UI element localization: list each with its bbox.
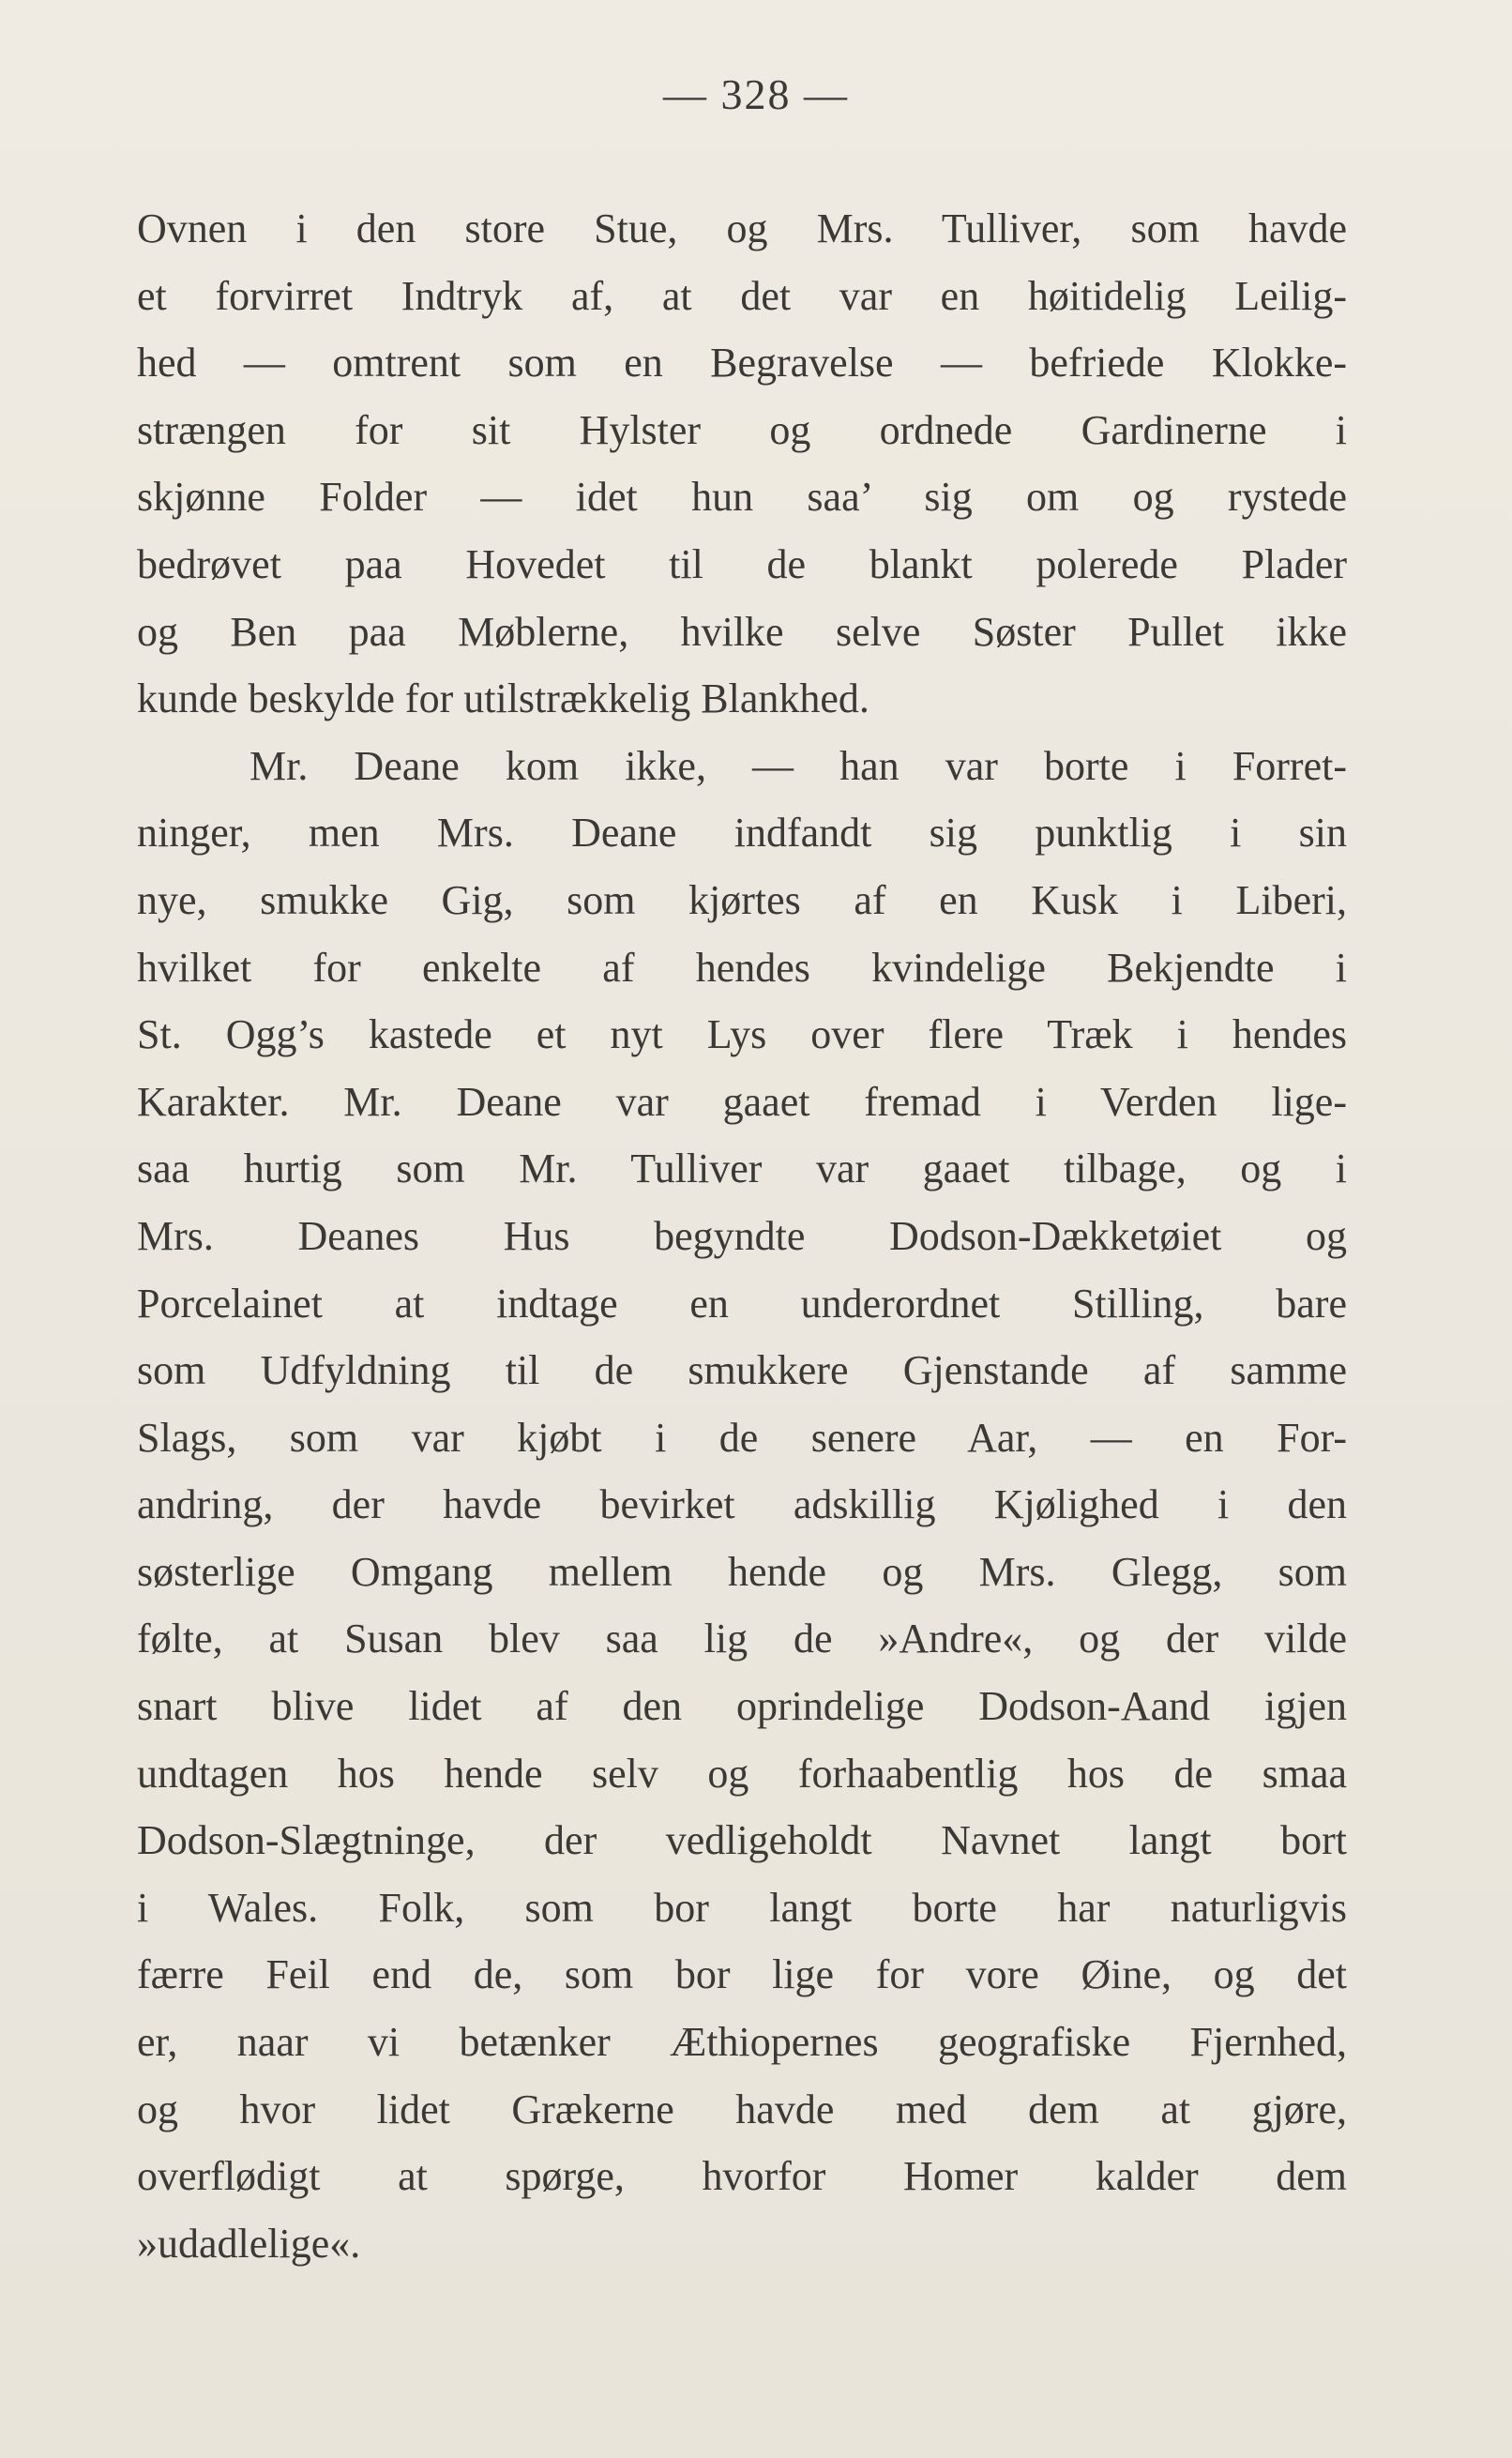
text-line: Karakter. Mr. Deane var gaaet fremad i Verden lige- bbox=[137, 1078, 1347, 1125]
page-number: — 328 — bbox=[663, 70, 849, 118]
text-line: Porcelainet at indtage en underordnet Stilling, bare bbox=[137, 1280, 1347, 1327]
text-line: Mrs. Deanes Hus begyndte Dodson-Dækketøiet og bbox=[137, 1212, 1347, 1259]
text-line: snart blive lidet af den oprindelige Dodson-Aand igjen bbox=[137, 1683, 1347, 1730]
text-line: et forvirret Indtryk af, at det var en høitidelig Leilig- bbox=[137, 272, 1347, 319]
text-line: færre Feil end de, som bor lige for vore Øine, og det bbox=[137, 1951, 1347, 1998]
text-line: undtagen hos hende selv og forhaabentlig hos de smaa bbox=[137, 1750, 1347, 1797]
paragraph-start-line: Mr. Deane kom ikke, — han var borte i Forret- bbox=[249, 742, 1347, 789]
text-line: søsterlige Omgang mellem hende og Mrs. Glegg, som bbox=[137, 1548, 1347, 1595]
text-line: er, naar vi betænker Æthiopernes geografiske Fjernhed, bbox=[137, 2019, 1347, 2066]
text-line: følte, at Susan blev saa lig de »Andre«, og der vilde bbox=[137, 1616, 1347, 1662]
text-line: hed — omtrent som en Begravelse — befriede Klokke- bbox=[137, 340, 1347, 387]
text-line: Ovnen i den store Stue, og Mrs. Tulliver, som havde bbox=[137, 205, 1347, 251]
text-line: Dodson-Slægtninge, der vedligeholdt Navnet langt bort bbox=[137, 1817, 1347, 1864]
text-line: strængen for sit Hylster og ordnede Gardinerne i bbox=[137, 406, 1347, 453]
text-line: og Ben paa Møblerne, hvilke selve Søster Pullet ikke bbox=[137, 608, 1347, 655]
paragraph-end-line: kunde beskylde for utilstrækkelig Blankhed. bbox=[137, 675, 869, 722]
body-text bbox=[137, 195, 1347, 2277]
paragraph-end-line: »udadlelige«. bbox=[137, 2220, 361, 2267]
text-line: Slags, som var kjøbt i de senere Aar, — en For- bbox=[137, 1414, 1347, 1461]
text-line: og hvor lidet Grækerne havde med dem at gjøre, bbox=[137, 2086, 1347, 2132]
text-line: i Wales. Folk, som bor langt borte har naturligvis bbox=[137, 1884, 1347, 1931]
text-line: som Udfyldning til de smukkere Gjenstande af samme bbox=[137, 1347, 1347, 1394]
text-line: hvilket for enkelte af hendes kvindelige Bekjendte i bbox=[137, 944, 1347, 991]
text-line: nye, smukke Gig, som kjørtes af en Kusk i Liberi, bbox=[137, 876, 1347, 923]
text-line: saa hurtig som Mr. Tulliver var gaaet tilbage, og i bbox=[137, 1146, 1347, 1192]
text-line: St. Ogg’s kastede et nyt Lys over flere Træk i hendes bbox=[137, 1011, 1347, 1058]
text-line: andring, der havde bevirket adskillig Kjølighed i den bbox=[137, 1481, 1347, 1528]
text-line: skjønne Folder — idet hun saa’ sig om og rystede bbox=[137, 474, 1347, 521]
text-line: bedrøvet paa Hovedet til de blankt polerede Plader bbox=[137, 540, 1347, 587]
text-line: ninger, men Mrs. Deane indfandt sig punktlig i sin bbox=[137, 810, 1347, 857]
text-line: overflødigt at spørge, hvorfor Homer kalder dem bbox=[137, 2153, 1347, 2200]
